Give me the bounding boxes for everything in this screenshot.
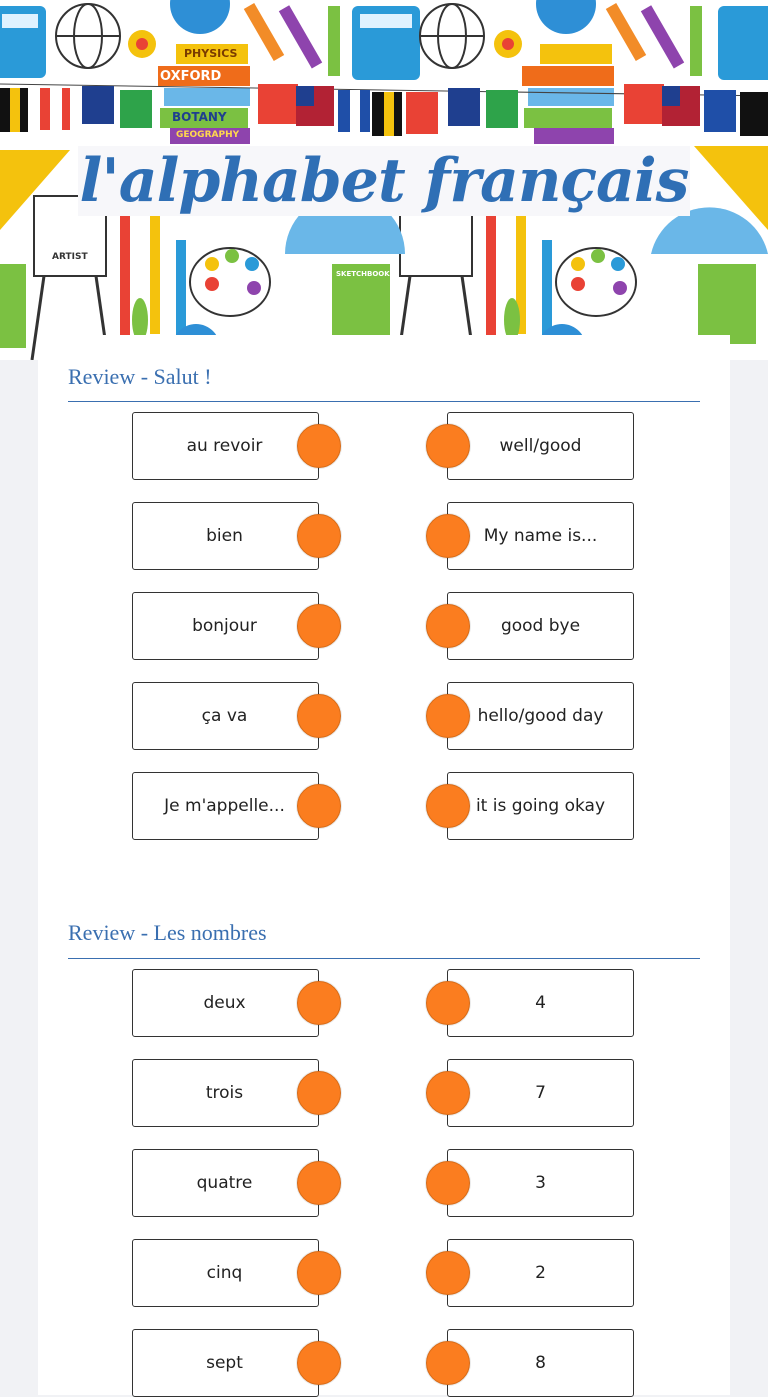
section-divider — [68, 401, 700, 402]
connector-dot-right[interactable] — [426, 424, 470, 468]
connector-dot-right[interactable] — [426, 784, 470, 828]
page-title: l'alphabet français — [79, 146, 689, 216]
match-item-label: 2 — [535, 1263, 546, 1283]
match-item-label: bonjour — [192, 616, 257, 636]
banner-label-geography: GEOGRAPHY — [176, 130, 240, 140]
match-item-label: quatre — [196, 1173, 253, 1193]
connector-dot-right[interactable] — [426, 1071, 470, 1115]
banner-label-physics: PHYSICS — [184, 47, 238, 60]
match-item-left[interactable] — [132, 412, 319, 480]
match-item-label: au revoir — [186, 436, 263, 456]
match-item-left[interactable] — [132, 1329, 319, 1397]
match-item-label: trois — [205, 1083, 244, 1103]
section-title: Review - Les nombres — [68, 920, 267, 945]
match-item-label: 4 — [535, 993, 546, 1013]
match-item-right[interactable] — [447, 969, 634, 1037]
match-item-label: 3 — [535, 1173, 546, 1193]
match-item-right[interactable] — [447, 412, 634, 480]
match-item-right[interactable] — [447, 1059, 634, 1127]
banner-label-sketchbook: SKETCHBOOK — [336, 270, 390, 278]
connector-dot-right[interactable] — [426, 604, 470, 648]
match-item-left[interactable] — [132, 1149, 319, 1217]
connector-dot-left[interactable] — [297, 424, 341, 468]
match-item-label: well/good — [499, 436, 582, 456]
section-divider — [68, 958, 700, 959]
connector-dot-right[interactable] — [426, 1161, 470, 1205]
connector-dot-left[interactable] — [297, 1251, 341, 1295]
match-item-right[interactable] — [447, 772, 634, 840]
worksheet-card — [38, 335, 730, 1395]
match-item-left[interactable] — [132, 969, 319, 1037]
match-item-label: cinq — [206, 1263, 243, 1283]
connector-dot-right[interactable] — [426, 514, 470, 558]
connector-dot-right[interactable] — [426, 1341, 470, 1385]
match-item-right[interactable] — [447, 1329, 634, 1397]
connector-dot-left[interactable] — [297, 1161, 341, 1205]
connector-dot-left[interactable] — [297, 1341, 341, 1385]
match-item-label: sept — [206, 1353, 243, 1373]
title-box — [78, 146, 690, 216]
match-item-label: ça va — [201, 706, 248, 726]
header-banner — [0, 0, 768, 360]
match-item-left[interactable] — [132, 682, 319, 750]
connector-dot-left[interactable] — [297, 981, 341, 1025]
banner-label-artist: ARTIST — [52, 252, 88, 262]
match-item-right[interactable] — [447, 682, 634, 750]
match-item-right[interactable] — [447, 502, 634, 570]
connector-dot-right[interactable] — [426, 1251, 470, 1295]
section-title: Review - Salut ! — [68, 364, 212, 389]
banner-label-oxford: OXFORD — [160, 69, 222, 84]
match-item-right[interactable] — [447, 1149, 634, 1217]
connector-dot-left[interactable] — [297, 784, 341, 828]
match-item-left[interactable] — [132, 502, 319, 570]
connector-dot-left[interactable] — [297, 604, 341, 648]
match-item-label: deux — [203, 993, 246, 1013]
match-item-right[interactable] — [447, 592, 634, 660]
match-item-label: good bye — [500, 616, 581, 636]
match-item-label: bien — [206, 526, 243, 546]
match-item-label: it is going okay — [475, 796, 606, 816]
banner-label-botany: BOTANY — [172, 110, 227, 124]
connector-dot-right[interactable] — [426, 694, 470, 738]
match-item-label: 8 — [535, 1353, 546, 1373]
match-item-left[interactable] — [132, 1059, 319, 1127]
match-item-label: hello/good day — [477, 706, 604, 726]
match-item-left[interactable] — [132, 772, 319, 840]
connector-dot-left[interactable] — [297, 514, 341, 558]
connector-dot-left[interactable] — [297, 1071, 341, 1115]
match-item-right[interactable] — [447, 1239, 634, 1307]
connector-dot-left[interactable] — [297, 694, 341, 738]
match-item-left[interactable] — [132, 1239, 319, 1307]
match-item-label: 7 — [535, 1083, 546, 1103]
match-item-label: My name is... — [483, 526, 598, 546]
match-item-left[interactable] — [132, 592, 319, 660]
match-item-label: Je m'appelle... — [164, 796, 285, 816]
connector-dot-right[interactable] — [426, 981, 470, 1025]
